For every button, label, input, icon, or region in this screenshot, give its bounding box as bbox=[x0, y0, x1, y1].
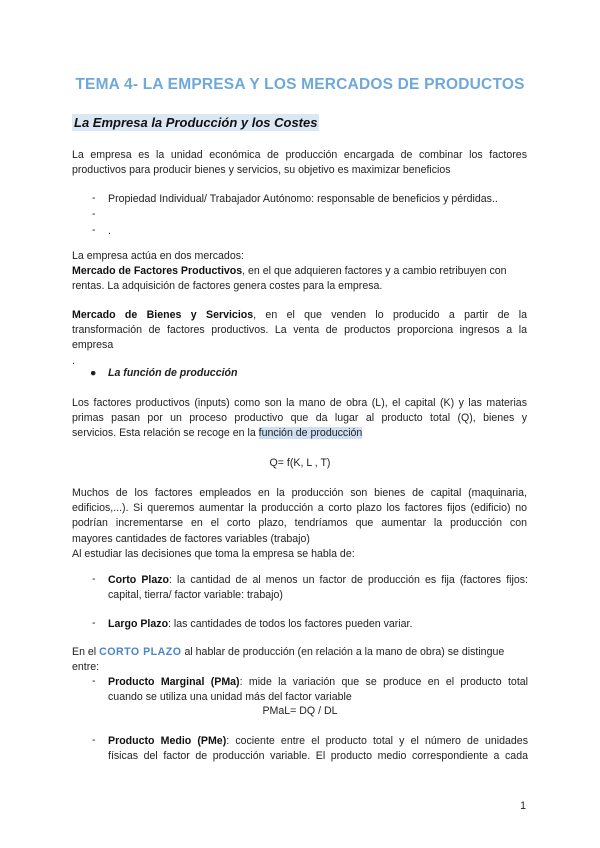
bullet-dot: ● bbox=[90, 367, 97, 379]
list-dash: - bbox=[92, 573, 96, 585]
largo-plazo-item: Largo Plazo: las cantidades de todos los factores pueden variar. bbox=[108, 618, 413, 630]
intro-paragraph: La empresa es la unidad económica de producción encargada de combinar los factores productivos para producir bienes y servicios, su objetivo es maximizar beneficios bbox=[72, 149, 527, 177]
list-dash: - bbox=[92, 675, 96, 687]
markets-paragraph: La empresa actúa en dos mercados: Mercado de Factores Productivos, en el que adquieren factores y a cambio retribuyen con rentas. La adquisición de factores genera costes para la empresa. bbox=[72, 250, 507, 293]
production-formula: Q= f(K, L , T) bbox=[269, 457, 331, 469]
funcion-heading: La función de producción bbox=[108, 367, 238, 379]
pma-formula: PMaL= DQ / DL bbox=[262, 705, 338, 717]
funcion-paragraph: Los factores productivos (inputs) como son la mano de obra (L), el capital (K) y las materias primas pasan por un proceso productivo que da lugar al producto total (Q), bienes y servicios. Esta relación se recoge en la función de producción bbox=[72, 397, 527, 440]
page-number: 1 bbox=[520, 800, 526, 812]
highlight-funcion: función de producción bbox=[258, 427, 363, 440]
page-title: TEMA 4- LA EMPRESA Y LOS MERCADOS DE PRODUCTOS bbox=[75, 76, 525, 93]
pma-item: Producto Marginal (PMa): mide la variación que se produce en el producto total cuando se utiliza una unidad más del factor variable bbox=[108, 676, 529, 704]
list-dash: - bbox=[92, 224, 96, 236]
list-dash: - bbox=[92, 617, 96, 629]
corto-plazo-highlight: CORTO PLAZO bbox=[99, 646, 182, 658]
capital-paragraph: Muchos de los factores empleados en la producción son bienes de capital (maquinaria, edificios,...). Si queremos aumentar la producción a corto plazo los factores fijos (edificio) no podrían incrementarse en el corto plazo, tendríamos que aumentar la producción con mayores cantidades de factores variables (trabajo) Al estudiar las decisiones que toma la empresa se habla de: bbox=[72, 487, 527, 560]
pme-item: Producto Medio (PMe): cociente entre el producto total y el número de unidades físicas del factor de producción variable. El producto medio correspondiente a cada bbox=[108, 735, 528, 763]
section-subtitle: La Empresa la Producción y los Costes bbox=[74, 115, 318, 130]
list-dash: - bbox=[92, 734, 96, 746]
corto-plazo-item: Corto Plazo: la cantidad de al menos un factor de producción es fija (factores fijos: capital, tierra/ factor variable: trabajo) bbox=[108, 574, 528, 602]
term-bienes: Mercado de Bienes y Servicios bbox=[72, 309, 254, 321]
term-factores: Mercado de Factores Productivos bbox=[72, 265, 243, 278]
list-dash: - bbox=[92, 208, 96, 220]
list-item: Propiedad Individual/ Trabajador Autónomo: responsable de beneficios y pérdidas.. bbox=[108, 193, 498, 205]
corto-plazo-paragraph: En el CORTO PLAZO al hablar de producción (en relación a la mano de obra) se distingue entre: bbox=[72, 646, 505, 674]
bienes-paragraph: Mercado de Bienes y Servicios, en el que venden lo producido a partir de la transformación de factores productivos. La venta de productos proporciona ingresos a la empresa . bbox=[72, 309, 527, 367]
list-dash: - bbox=[92, 192, 96, 204]
list-item: . bbox=[108, 225, 111, 237]
